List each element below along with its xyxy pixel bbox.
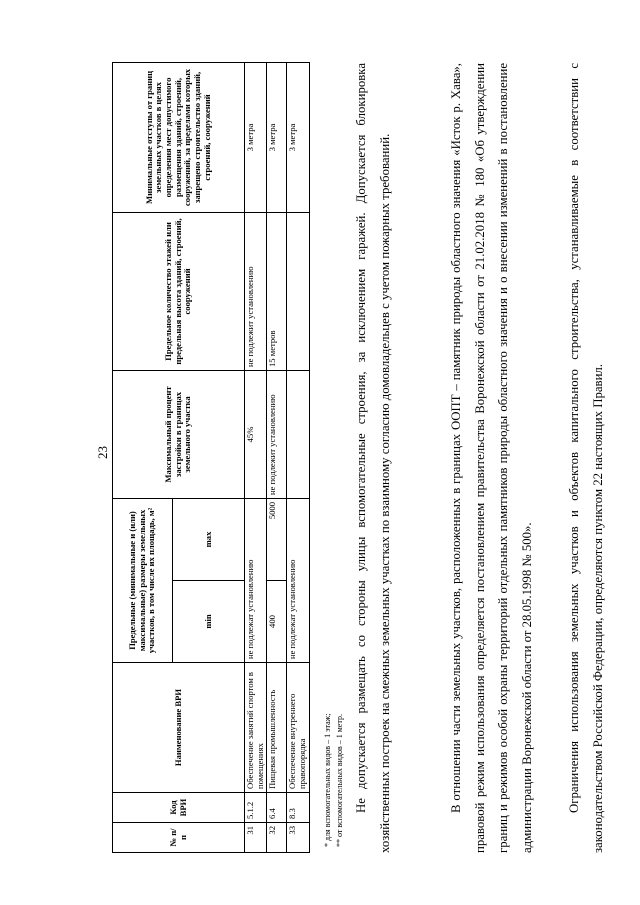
footnote: * для вспомогательных видов – 1 этаж; <box>323 713 332 847</box>
table-footnotes <box>322 714 346 847</box>
row-setback: 3 метра <box>287 62 309 212</box>
footnote: ** от вспомогательных видов – 1 метр. <box>335 714 344 847</box>
row-max: 5000 <box>267 498 287 580</box>
paragraph-outbuildings: Не допускается размещать со стороны улицы вспомогательные строения, за исключением гаражей. Допускается блокировка хозяйственных построек на смежных земельных участках по взаимному согласию домовладельцев с учетом пожарных требований. <box>354 63 392 853</box>
row-code: 8.3 <box>287 793 309 823</box>
header-name: Наименование ВРИ <box>113 663 245 793</box>
row-code: 5.1.2 <box>245 793 267 823</box>
row-num: 31 <box>245 823 267 853</box>
row-min: 400 <box>267 581 287 663</box>
row-sizes: не подлежат установлению <box>245 498 267 662</box>
row-setback: 3 метра <box>245 62 267 212</box>
header-coverage: Максимальный процент застройки в границах земельного участка <box>113 370 245 498</box>
header-max: max <box>173 498 245 580</box>
row-floors <box>287 212 309 370</box>
table-row <box>287 62 309 852</box>
paragraph-protected-area: В отношении части земельных участков, расположенных в границах ООПТ – памятник природы областного значения «Исток р. Хава», правовой режим использования определяется постановлением правительства Воронежской области от 21.02.2018 № 180 «Об утверждении границ и режимов особой охраны территорий отдельных памятников природы областного значения и о внесении изменений в постановление администрации Воронежской области от 28.05.1998 № 500». <box>449 63 534 853</box>
table-row <box>245 62 267 852</box>
row-name: Обеспечение занятий спортом в помещениях <box>245 663 267 793</box>
page-number: 23 <box>95 446 110 459</box>
row-coverage: 45% <box>245 370 267 498</box>
row-floors: 15 метров <box>267 212 287 370</box>
header-code: Код ВРИ <box>113 793 245 823</box>
row-num: 33 <box>287 823 309 853</box>
vri-table <box>112 62 310 853</box>
row-setback: 3 метра <box>267 62 287 212</box>
row-floors: не подлежит установлению <box>245 212 267 370</box>
header-sizes: Предельные (минимальные и (или) максимальные) размеры земельных участков, в том числе их площадь, м² <box>113 498 173 662</box>
row-name: Пищевая промышленность <box>267 663 287 793</box>
row-num: 32 <box>267 823 287 853</box>
paragraph-restrictions: Ограничения использования земельных участков и объектов капитального строительства, устанавливаемые в соответствии с законодательством Российской Федерации, определяются пунктом 22 настоящих Правил. <box>567 63 605 853</box>
header-setback: Минимальные отступы от границ земельных участков в целях определения мест допустимого размещения зданий, строений, сооружений, за пределами которых запрещено строительство зданий, строений, сооружений <box>113 62 245 212</box>
header-floors: Предельное количество этажей или предельная высота зданий, строений, сооружений <box>113 212 245 370</box>
header-num: № п/п <box>113 823 245 853</box>
header-min: min <box>173 581 245 663</box>
row-coverage: не подлежит установлению <box>267 370 287 498</box>
row-coverage <box>287 370 309 498</box>
row-name: Обеспечение внутреннего правопорядка <box>287 663 309 793</box>
table-row <box>267 62 287 852</box>
row-code: 6.4 <box>267 793 287 823</box>
row-sizes: не подлежат установлению <box>287 498 309 662</box>
